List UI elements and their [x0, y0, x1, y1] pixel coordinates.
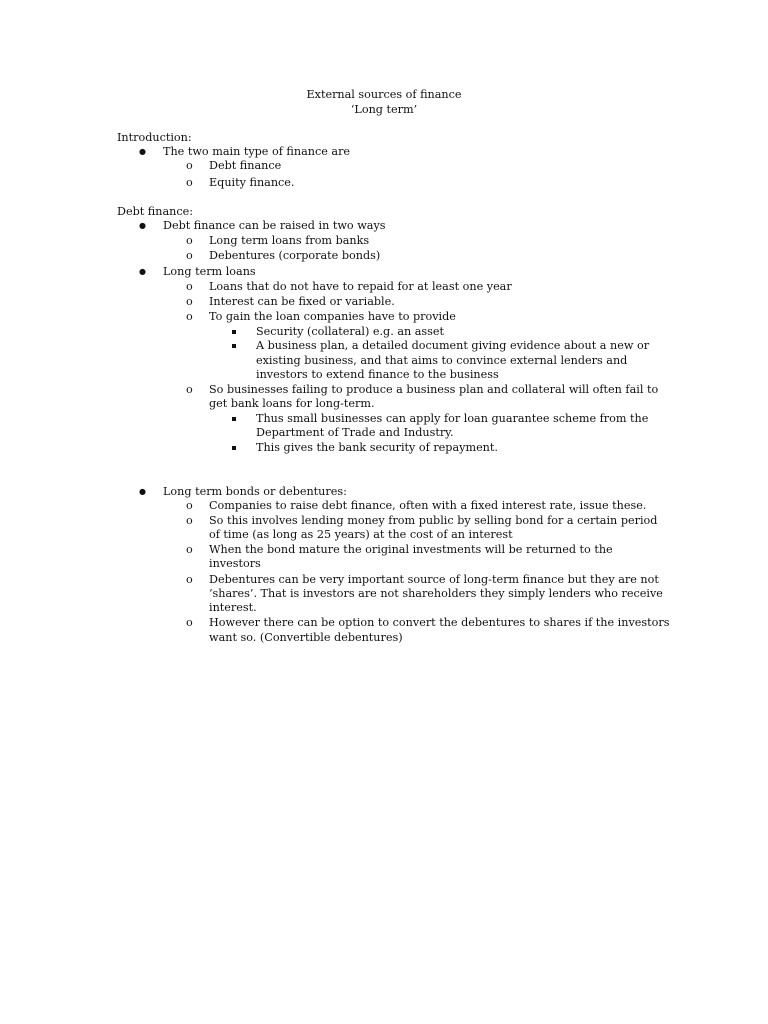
section-heading-introduction: Introduction:	[117, 131, 192, 144]
square-bullet-marker	[232, 417, 236, 421]
sub-bullet-marker: o	[186, 383, 193, 396]
bullet-text: Long term loans	[163, 265, 256, 278]
sub-bullet-text-cont: of time (as long as 25 years) at the cost of an interest	[209, 528, 513, 541]
sub-sub-bullet-text-cont: existing business, and that aims to convince external lenders and	[256, 354, 628, 367]
bullet-marker: ●	[139, 147, 146, 156]
sub-sub-bullet-text: This gives the bank security of repayment.	[256, 441, 498, 454]
sub-bullet-text: Debentures (corporate bonds)	[209, 249, 381, 262]
sub-bullet-marker: o	[186, 159, 193, 172]
square-bullet-marker	[232, 330, 236, 334]
sub-bullet-marker: o	[186, 573, 193, 586]
bullet-text: Long term bonds or debentures:	[163, 485, 347, 498]
sub-bullet-text: To gain the loan companies have to provide	[209, 310, 456, 323]
sub-bullet-text-cont: ‘shares’. That is investors are not shareholders they simply lenders who receive	[209, 587, 663, 600]
sub-bullet-text: So businesses failing to produce a business plan and collateral will often fail to	[209, 383, 659, 396]
sub-bullet-marker: o	[186, 249, 193, 262]
sub-bullet-text-cont: investors	[209, 557, 261, 570]
sub-bullet-text: So this involves lending money from public by selling bond for a certain period	[209, 514, 658, 527]
sub-bullet-marker: o	[186, 234, 193, 247]
sub-sub-bullet-text: Security (collateral) e.g. an asset	[256, 325, 445, 338]
section-heading-debt-finance: Debt finance:	[117, 205, 194, 218]
sub-bullet-text: Companies to raise debt finance, often with a fixed interest rate, issue these.	[209, 499, 647, 512]
sub-bullet-marker: o	[186, 310, 193, 323]
sub-bullet-marker: o	[186, 514, 193, 527]
sub-bullet-marker: o	[186, 280, 193, 293]
sub-bullet-text-cont: get bank loans for long-term.	[209, 397, 375, 410]
sub-sub-bullet-text-cont: investors to extend finance to the business	[256, 368, 499, 381]
square-bullet-marker	[232, 344, 236, 348]
document-title: External sources of finance	[306, 88, 462, 101]
square-bullet-marker	[232, 446, 236, 450]
bullet-marker: ●	[139, 487, 146, 496]
sub-bullet-marker: o	[186, 616, 193, 629]
sub-bullet-text: Debt finance	[209, 159, 282, 172]
sub-bullet-marker: o	[186, 176, 193, 189]
sub-bullet-text-cont: want so. (Convertible debentures)	[209, 631, 403, 644]
sub-bullet-text: When the bond mature the original investments will be returned to the	[209, 543, 613, 556]
sub-sub-bullet-text: A business plan, a detailed document giving evidence about a new or	[256, 339, 650, 352]
document-subtitle: ‘Long term’	[350, 103, 418, 116]
sub-bullet-text-cont: interest.	[209, 601, 257, 614]
bullet-text: The two main type of finance are	[163, 145, 351, 158]
bullet-marker: ●	[139, 221, 146, 230]
sub-bullet-text: Loans that do not have to repaid for at least one year	[209, 280, 512, 293]
sub-bullet-marker: o	[186, 295, 193, 308]
sub-sub-bullet-text-cont: Department of Trade and Industry.	[256, 426, 454, 439]
sub-bullet-text: Interest can be fixed or variable.	[209, 295, 395, 308]
bullet-text: Debt finance can be raised in two ways	[163, 219, 386, 232]
sub-bullet-text: However there can be option to convert the debentures to shares if the investors	[209, 616, 670, 629]
sub-bullet-text: Long term loans from banks	[209, 234, 370, 247]
sub-bullet-marker: o	[186, 543, 193, 556]
bullet-marker: ●	[139, 267, 146, 276]
sub-sub-bullet-text: Thus small businesses can apply for loan guarantee scheme from the	[256, 412, 649, 425]
sub-bullet-text: Equity finance.	[209, 176, 295, 189]
sub-bullet-marker: o	[186, 499, 193, 512]
sub-bullet-text: Debentures can be very important source of long-term finance but they are not	[209, 573, 659, 586]
